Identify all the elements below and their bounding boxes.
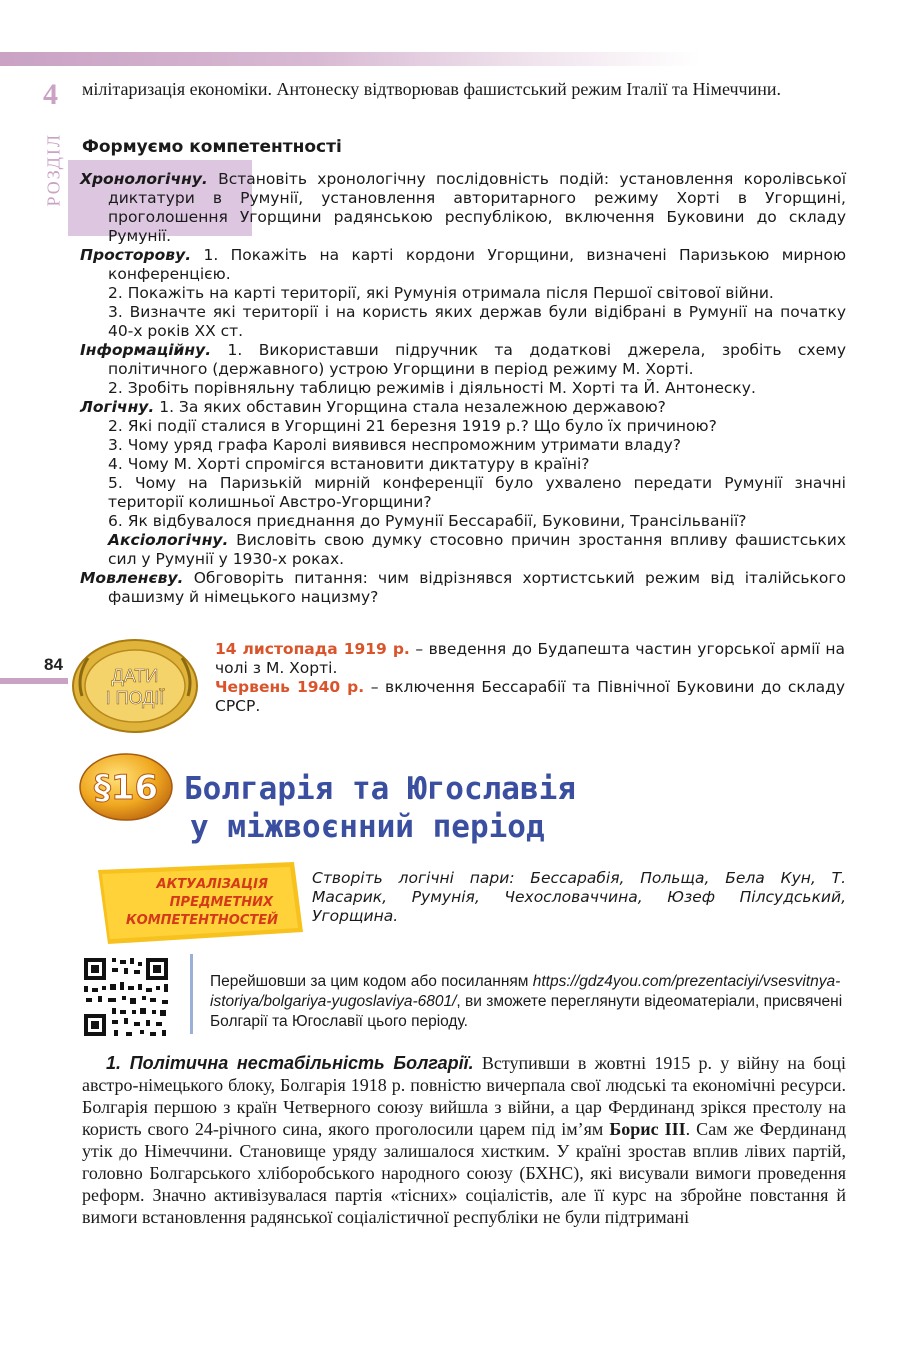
body-text-part1: Вступивши в жовтні 1915 р. у війну на боці австро-німецького блоку, Болгарія 1918 р. повністю вичерпала свої людські та економічні ресурси. Болгарія першою з країн Четверного союзу вийшла з війни, а цар Фердинанд зрікся престолу на користь свого 24-річного сина, якого проголосили царем під ім’ям — [82, 1053, 846, 1139]
date-2-text: – включення Бессарабії та Північної Буковини до складу СРСР. — [215, 678, 846, 715]
dates-badge — [70, 636, 200, 736]
informational-text-1: 1. Використавши підручник та додаткові джерела, зробіть схему політичного (державного) устрою Угорщини в період режиму М. Хорті. — [108, 341, 846, 378]
actualization-text: Створіть логічні пари: Бессарабія, Польща, Бела Кун, Т. Масарик, Румунія, Чехословаччина, Юзеф Пілсудський, Угорщина. — [312, 869, 846, 925]
spatial-text-1: 1. Покажіть на карті кордони Угорщини, визначені Паризькою мирною конференцією. — [108, 246, 846, 283]
spatial-text-3: 3. Визначте які території і на користь яких держав були відібрані в Румунії на початку 40-х років XX ст. — [108, 303, 846, 340]
section-badge-text: §16 — [93, 768, 159, 808]
competencies-heading: Формуємо компетентності — [82, 137, 342, 157]
actualization-badge — [98, 862, 303, 944]
actualization-badge-line1: АКТУАЛІЗАЦІЯ — [156, 877, 268, 892]
logical-text-4: 4. Чому М. Хорті спромігся встановити диктатуру в країні? — [108, 455, 590, 473]
logical-task — [80, 398, 846, 417]
section-title — [184, 770, 576, 846]
body-bold-name: Борис III — [609, 1119, 686, 1139]
body-paragraph-text — [82, 1052, 846, 1228]
date-1-text: – введення до Будапешта частин угорської армії на чолі з М. Хорті. — [215, 640, 846, 677]
qr-divider — [190, 954, 193, 1034]
chronological-task — [80, 170, 846, 246]
logical-text-1: 1. За яких обставин Угорщина стала незалежною державою? — [154, 398, 666, 416]
logical-text-3: 3. Чому уряд графа Каролі виявився неспроможним утримати владу? — [108, 436, 681, 454]
qr-link[interactable]: https://gdz4you.com/prezentaciyi/vsesvitnya-istoriya/bolgariya-yugoslaviya-6801/ — [210, 973, 841, 1010]
actualization-badge-line2: ПРЕДМЕТНИХ — [169, 895, 273, 910]
body-heading: 1. Політична нестабільність Болгарії. — [106, 1053, 474, 1073]
speech-label: Мовленєву. — [80, 569, 184, 587]
chronological-label: Хронологічну. — [80, 170, 208, 188]
axiological-label: Аксіологічну. — [108, 531, 229, 549]
axiological-text: Висловіть свою думку стосовно причин зростання впливу фашистських сил у Румунії у 1930-х роках. — [108, 531, 846, 568]
intro-paragraph: мілітаризація економіки. Антонеску відтворював фашистський режим Італії та Німеччини. — [82, 79, 781, 99]
dates-badge-line1: ДАТИ — [111, 666, 159, 686]
qr-text-after: , ви зможете переглянути відеоматеріали, присвячені Болгарії та Югославії цього періоду. — [210, 993, 843, 1030]
informational-task — [80, 341, 846, 379]
logical-text-2: 2. Які події сталися в Угорщині 21 березня 1919 р.? Що було їх причиною? — [108, 417, 717, 435]
date-entry-1 — [215, 640, 845, 678]
section-title-line1: Болгарія та Югославія — [184, 771, 576, 807]
chronological-text: Встановіть хронологічну послідовність подій: установлення королівської диктатури в Румунії, установлення авторитарного режиму Хорті в Угорщині, проголошення Угорщини радянською республікою, включення Буковини до складу Румунії. — [108, 170, 846, 245]
section-number: 4 — [43, 78, 58, 111]
section-title-line2: у міжвоєнний період — [190, 809, 545, 845]
dates-badge-line2: І ПОДІЇ — [105, 688, 165, 708]
speech-task — [80, 569, 846, 607]
informational-label: Інформаційну. — [80, 341, 212, 359]
actualization-badge-line3: КОМПЕТЕНТНОСТЕЙ — [126, 913, 278, 928]
body-text-part2: . Сам же Фердинанд утік до Німеччини. Становище уряду залишалося хистким. У країні зростав вплив лівих партій, головно Болгарського хліборобського народного союзу (БХНС), які висували вимоги проведення реформ. Значно активізувалася партія «тісних» соціалістів, але її курс на збройне повстання й вимоги встановлення радянської соціалістичної республіки не були підтримані — [82, 1119, 846, 1227]
section-badge — [78, 752, 174, 822]
section-label-text: РОЗДІЛ — [43, 132, 64, 207]
spatial-label: Просторову. — [80, 246, 192, 264]
spatial-text-2: 2. Покажіть на карті території, які Румунія отримала після Першої світової війни. — [108, 284, 774, 302]
date-2: Червень 1940 р. — [215, 678, 365, 696]
axiological-task — [80, 531, 846, 569]
competencies-list — [80, 170, 846, 607]
qr-text-before: Перейшовши за цим кодом або посиланням — [210, 973, 533, 990]
speech-text: Обговоріть питання: чим відрізнявся хортистський режим від італійського фашизму й німецького нацизму? — [108, 569, 846, 606]
dates-list — [215, 640, 845, 716]
informational-text-2: 2. Зробіть порівняльну таблицю режимів і діяльності М. Хорті та Й. Антонеску. — [108, 379, 756, 397]
logical-text-5: 5. Чому на Паризькій мирній конференції було ухвалено передати Румунії значні території колишньої Австро-Угорщини? — [108, 474, 846, 511]
page-number: 84 — [44, 655, 63, 674]
spatial-task — [80, 246, 846, 284]
qr-code-icon[interactable] — [78, 952, 174, 1042]
logical-label: Логічну. — [80, 398, 155, 416]
logical-text-6: 6. Як відбувалося приєднання до Румунії Бессарабії, Буковини, Трансільванії? — [108, 512, 747, 530]
body-paragraph — [82, 1052, 846, 1228]
date-1: 14 листопада 1919 р. — [215, 640, 410, 658]
top-decor-bar — [0, 52, 700, 66]
qr-text — [210, 972, 846, 1032]
page-number-bar — [0, 678, 68, 684]
section-side-label — [38, 78, 68, 207]
date-entry-2 — [215, 678, 845, 716]
